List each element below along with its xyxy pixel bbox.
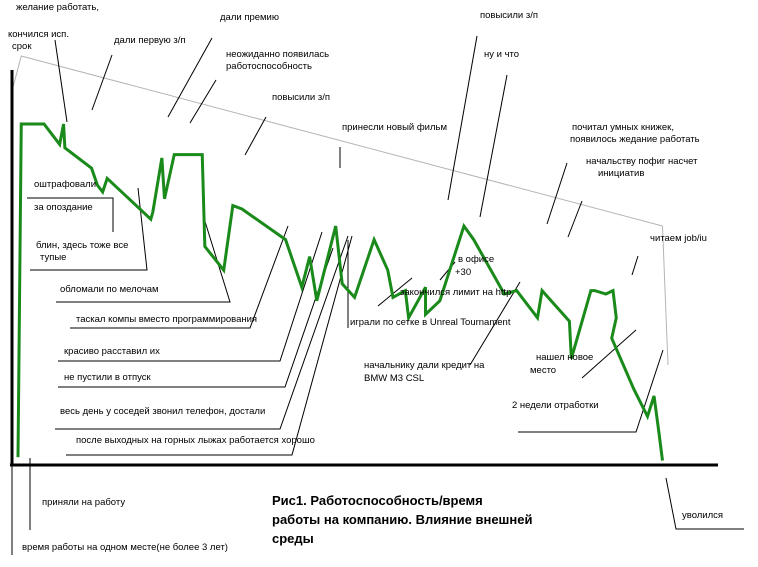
caption-line-3: среды	[272, 531, 314, 546]
leader-line-3	[92, 55, 112, 110]
event-label-12: появилось жедание работать	[570, 134, 700, 145]
leader-line-10	[480, 75, 507, 217]
event-label-21: таскал компы вместо программирования	[76, 314, 258, 325]
event-label-4: дали премию	[220, 12, 279, 23]
event-label-17: за опоздание	[34, 202, 93, 213]
leader-line-1	[55, 40, 67, 122]
leader-line-11	[547, 163, 567, 224]
leader-line-35	[666, 478, 744, 529]
leader-line-15	[632, 256, 638, 275]
caption-line-1: Рис1. Работоспособность/время	[272, 493, 483, 508]
event-label-22: красиво расставил их	[64, 346, 160, 357]
event-label-29: играли по сетке в Unreal Tournament	[350, 317, 511, 328]
event-label-1: кончился исп.	[8, 29, 69, 40]
event-label-33: место	[530, 365, 557, 376]
event-label-5: неожиданно появилась	[226, 49, 330, 60]
event-label-31: BMW M3 CSL	[364, 373, 425, 384]
event-label-10: ну и что	[484, 49, 520, 60]
event-label-18: блин, здесь тоже все	[36, 240, 129, 251]
event-label-37: время работы на одном месте(не более 3 лет)	[22, 542, 228, 553]
event-label-7: повысили з/п	[272, 92, 330, 103]
event-label-36: приняли на работу	[42, 497, 126, 508]
leader-line-22	[58, 232, 322, 361]
event-label-19: тупые	[40, 252, 67, 263]
leader-line-7	[245, 117, 266, 155]
event-label-13: начальству пофиг насчет	[586, 156, 698, 167]
event-label-27: +30	[455, 267, 472, 278]
trend-line	[12, 56, 662, 226]
event-label-3: дали первую з/п	[114, 35, 186, 46]
event-label-30: начальнику дали кредит на	[364, 360, 485, 371]
caption-line-2: работы на компанию. Влияние внешней	[272, 512, 533, 527]
trend-drop-line	[662, 226, 668, 365]
event-label-20: обломали по мелочам	[60, 284, 159, 295]
event-label-16: оштрафовали	[34, 179, 96, 190]
event-label-8: принесли новый фильм	[342, 122, 448, 133]
event-label-28: закончился лимит на http	[400, 287, 512, 298]
event-label-14: инициатив	[598, 168, 645, 179]
event-label-0: желание работать,	[16, 2, 99, 13]
event-label-32: нашел новое	[536, 352, 594, 363]
event-label-15: читаем job/iu	[650, 233, 707, 244]
event-label-24: весь день у соседей звонил телефон, достали	[60, 406, 266, 417]
leader-line-13	[568, 201, 582, 237]
event-label-6: работоспособность	[226, 61, 312, 72]
event-label-2: срок	[12, 41, 32, 52]
event-label-34: 2 недели отработки	[512, 400, 599, 411]
event-label-11: почитал умных книжек,	[572, 122, 674, 133]
event-label-35: уволился	[682, 510, 724, 521]
event-label-9: повысили з/п	[480, 10, 538, 21]
event-label-25: после выходных на горных лыжах работается хорошо	[76, 435, 315, 446]
event-label-26: в офисе	[458, 254, 495, 265]
event-label-23: не пустили в отпуск	[64, 372, 151, 383]
